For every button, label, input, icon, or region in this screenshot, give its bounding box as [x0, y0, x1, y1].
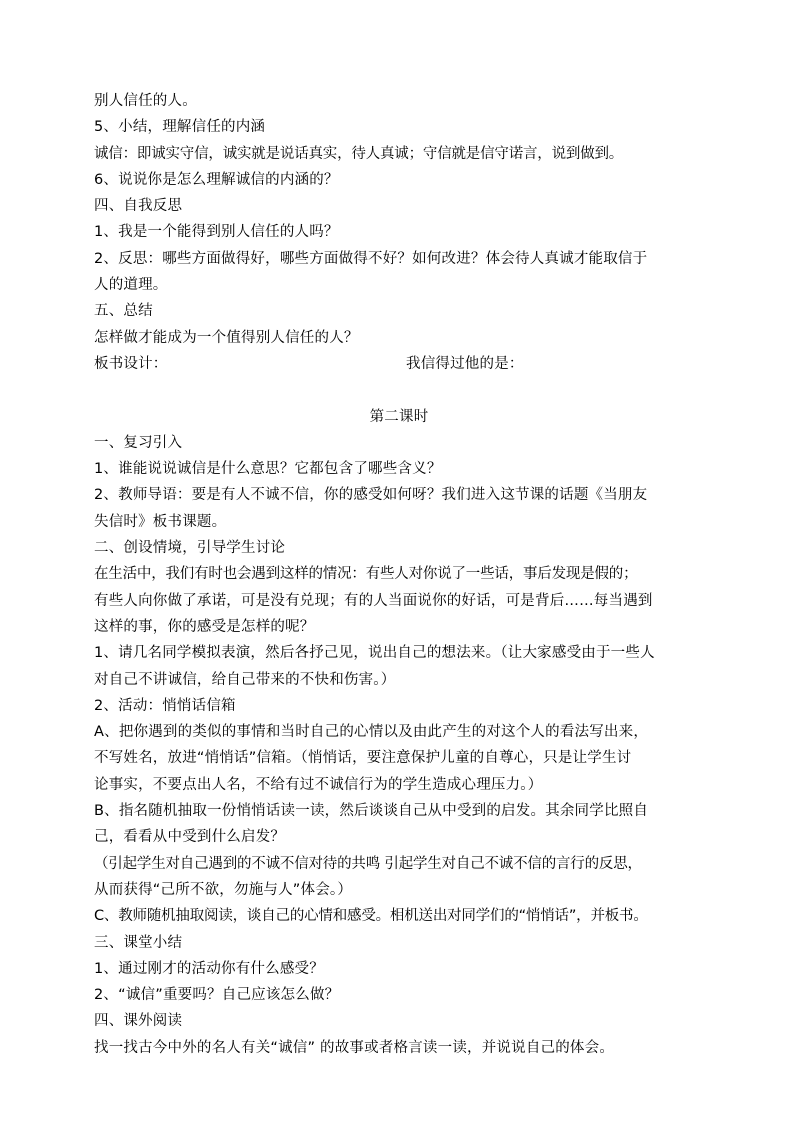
- text-line: 找一找古今中外的名人有关“诚信” 的故事或者格言读一读，并说说自己的体会。: [94, 1039, 615, 1056]
- text-line: B、指名随机抽取一份悄悄话读一读，然后谈谈自己从中受到的启发。其余同学比照自: [94, 803, 649, 820]
- text-line: 不写姓名，放进“悄悄话”信箱。（悄悄话，要注意保护儿童的自尊心，只是让学生讨: [94, 750, 632, 767]
- text-line: 从而获得“己所不欲，勿施与人”体会。）: [94, 881, 353, 898]
- text-line: 1、谁能说说诚信是什么意思？它都包含了哪些含义？: [94, 461, 442, 478]
- lesson-heading: 第二课时: [369, 408, 429, 425]
- text-line: 论事实，不要点出人名，不给有过不诚信行为的学生造成心理压力。）: [94, 776, 543, 793]
- text-line: 1、通过刚才的活动你有什么感受？: [94, 960, 324, 977]
- text-line: 这样的事，你的感受是怎样的呢？: [94, 618, 315, 635]
- text-line: C、教师随机抽取阅读，谈自己的心情和感受。相机送出对同学们的“悄悄话”，并板书。: [94, 908, 648, 925]
- section-subheading: 5、小结，理解信任的内涵: [94, 119, 266, 136]
- text-line: （引起学生对自己遇到的不诚不信对待的共鸣 引起学生对自己不诚不信的言行的反思，: [94, 855, 642, 872]
- text-line: 怎样做才能成为一个值得别人信任的人？: [94, 329, 359, 346]
- text-line: 人的道理。: [94, 277, 168, 294]
- section-subheading: 2、活动：悄悄话信箱: [94, 697, 236, 714]
- board-design-title: 我信得过他的是：: [406, 355, 524, 372]
- text-line: 诚信：即诚实守信，诚实就是说话真实，待人真诚；守信就是信守诺言，说到做到。: [94, 145, 624, 162]
- text-line: 在生活中，我们有时也会遇到这样的情况：有些人对你说了一些话，事后发现是假的；: [94, 566, 638, 583]
- text-line: 2、反思：哪些方面做得好，哪些方面做得不好？如何改进？体会待人真诚才能取信于: [94, 250, 648, 267]
- section-heading: 四、课外阅读: [94, 1013, 183, 1030]
- text-line: 别人信任的人。: [94, 93, 197, 109]
- section-heading: 三、课堂小结: [94, 934, 183, 951]
- text-line: 2、教师导语：要是有人不诚不信，你的感受如何呀？我们进入这节课的话题《当朋友: [94, 487, 648, 504]
- document-body: [94, 88, 704, 1061]
- board-design-line: [94, 351, 704, 377]
- section-heading: 四、自我反思: [94, 198, 183, 215]
- text-line: 有些人向你做了承诺，可是没有兑现；有的人当面说你的好话，可是背后……每当遇到: [94, 592, 653, 609]
- text-line: 失信时》板书课题。: [94, 513, 227, 530]
- spacer: [94, 377, 704, 403]
- board-design-label: 板书设计：: [94, 355, 168, 372]
- text-line: 对自己不讲诚信，给自己带来的不快和伤害。）: [94, 671, 396, 688]
- section-heading: 一、复习引入: [94, 434, 183, 451]
- text-line: 1、我是一个能得到别人信任的人吗？: [94, 224, 339, 241]
- text-line: 6、说说你是怎么理解诚信的内涵的？: [94, 171, 339, 188]
- text-line: 己，看看从中受到什么启发？: [94, 829, 286, 846]
- section-heading: 五、总结: [94, 303, 153, 320]
- text-line: 2、“诚信”重要吗？自己应该怎么做？: [94, 987, 340, 1004]
- text-line: 1、请几名同学模拟表演，然后各抒己见，说出自己的想法来。（让大家感受由于一些人: [94, 645, 655, 662]
- section-heading: 二、创设情境，引导学生讨论: [94, 540, 286, 557]
- text-line: A、把你遇到的类似的事情和当时自己的心情以及由此产生的对这个人的看法写出来，: [94, 724, 649, 741]
